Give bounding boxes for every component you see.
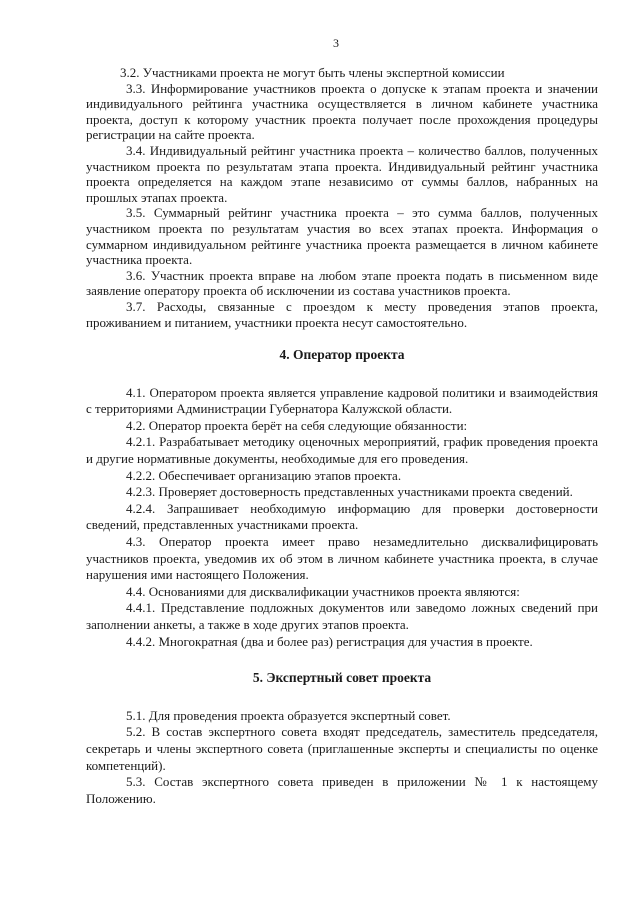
paragraph-4-3: 4.3. Оператор проекта имеет право незамедлительно дисквалифицировать участников проекта, уведомив их об этом в личном кабинете участника проекта, в случае нарушения ими настоящего Положения. — [86, 534, 598, 583]
paragraph-4-2-4: 4.2.4. Запрашивает необходимую информацию для проверки достоверности сведений, представленных участниками проекта. — [86, 500, 598, 533]
paragraph-3-3: 3.3. Информирование участников проекта о допуске к этапам проекта и значении индивидуального рейтинга участника осуществляется в личном кабинете участника проекта, доступ к которому участник проекта получает после прохождения процедуры регистрации на сайте проекта. — [86, 80, 598, 143]
page-number: 3 — [333, 36, 339, 50]
paragraph-4-2-3: 4.2.3. Проверяет достоверность представленных участниками проекта сведений. — [126, 484, 573, 500]
paragraph-5-1: 5.1. Для проведения проекта образуется экспертный совет. — [126, 707, 451, 723]
section-3 — [86, 65, 598, 330]
paragraph-3-4: 3.4. Индивидуальный рейтинг участника проекта – количество баллов, полученных участником проекта по результатам этапа проекта. Индивидуальный рейтинг участника проекта определяется на каждом этапе независимо от суммы баллов, набранных на прошлых этапах проекта. — [86, 142, 598, 205]
paragraph-3-5: 3.5. Суммарный рейтинг участника проекта – это сумма баллов, полученных участником проекта по результатам участия во всех этапах проекта. Информация о суммарном индивидуальном рейтинге участника проекта размещается в личном кабинете участника проекта. — [86, 205, 598, 268]
paragraph-4-4: 4.4. Основаниями для дисквалификации участников проекта являются: — [126, 583, 520, 599]
paragraph-4-2-2: 4.2.2. Обеспечивает организацию этапов проекта. — [126, 467, 402, 483]
paragraph-4-2: 4.2. Оператор проекта берёт на себя следующие обязанности: — [126, 417, 468, 433]
section-5-title: 5. Экспертный совет проекта — [252, 670, 432, 686]
section-4-title: 4. Оператор проекта — [279, 347, 405, 363]
paragraph-4-4-1: 4.4.1. Представление подложных документов или заведомо ложных сведений при заполнении анкеты, а также в ходе других этапов проекта. — [86, 600, 598, 632]
document-body — [86, 65, 598, 807]
paragraph-3-7: 3.7. Расходы, связанные с проездом к месту проведения этапов проекта, проживанием и питанием, участники проекта несут самостоятельно. — [86, 298, 598, 330]
paragraph-4-4-2: 4.4.2. Многократная (два и более раз) регистрация для участия в проекте. — [126, 633, 533, 649]
paragraph-5-2: 5.2. В состав экспертного совета входят председатель, заместитель председателя, секретарь и члены экспертного совета (приглашенные эксперты и специалисты по оценке компетенций). — [86, 724, 598, 773]
section-5 — [86, 708, 598, 808]
paragraph-5-3: 5.3. Состав экспертного совета приведен в приложении № 1 к настоящему Положению. — [86, 774, 598, 806]
paragraph-4-1: 4.1. Оператором проекта является управление кадровой политики и взаимодействия с территориями Администрации Губернатора Калужской области. — [86, 384, 598, 417]
paragraph-3-6: 3.6. Участник проекта вправе на любом этапе проекта подать в письменном виде заявление оператору проекта об исключении из состава участников проекта. — [86, 267, 598, 299]
section-4 — [86, 385, 598, 651]
paragraph-3-2: 3.2. Участниками проекта не могут быть члены экспертной комиссии — [120, 65, 505, 80]
paragraph-4-2-1: 4.2.1. Разрабатывает методику оценочных мероприятий, график проведения проекта и другие нормативные документы, необходимые для его проведения. — [86, 434, 598, 467]
